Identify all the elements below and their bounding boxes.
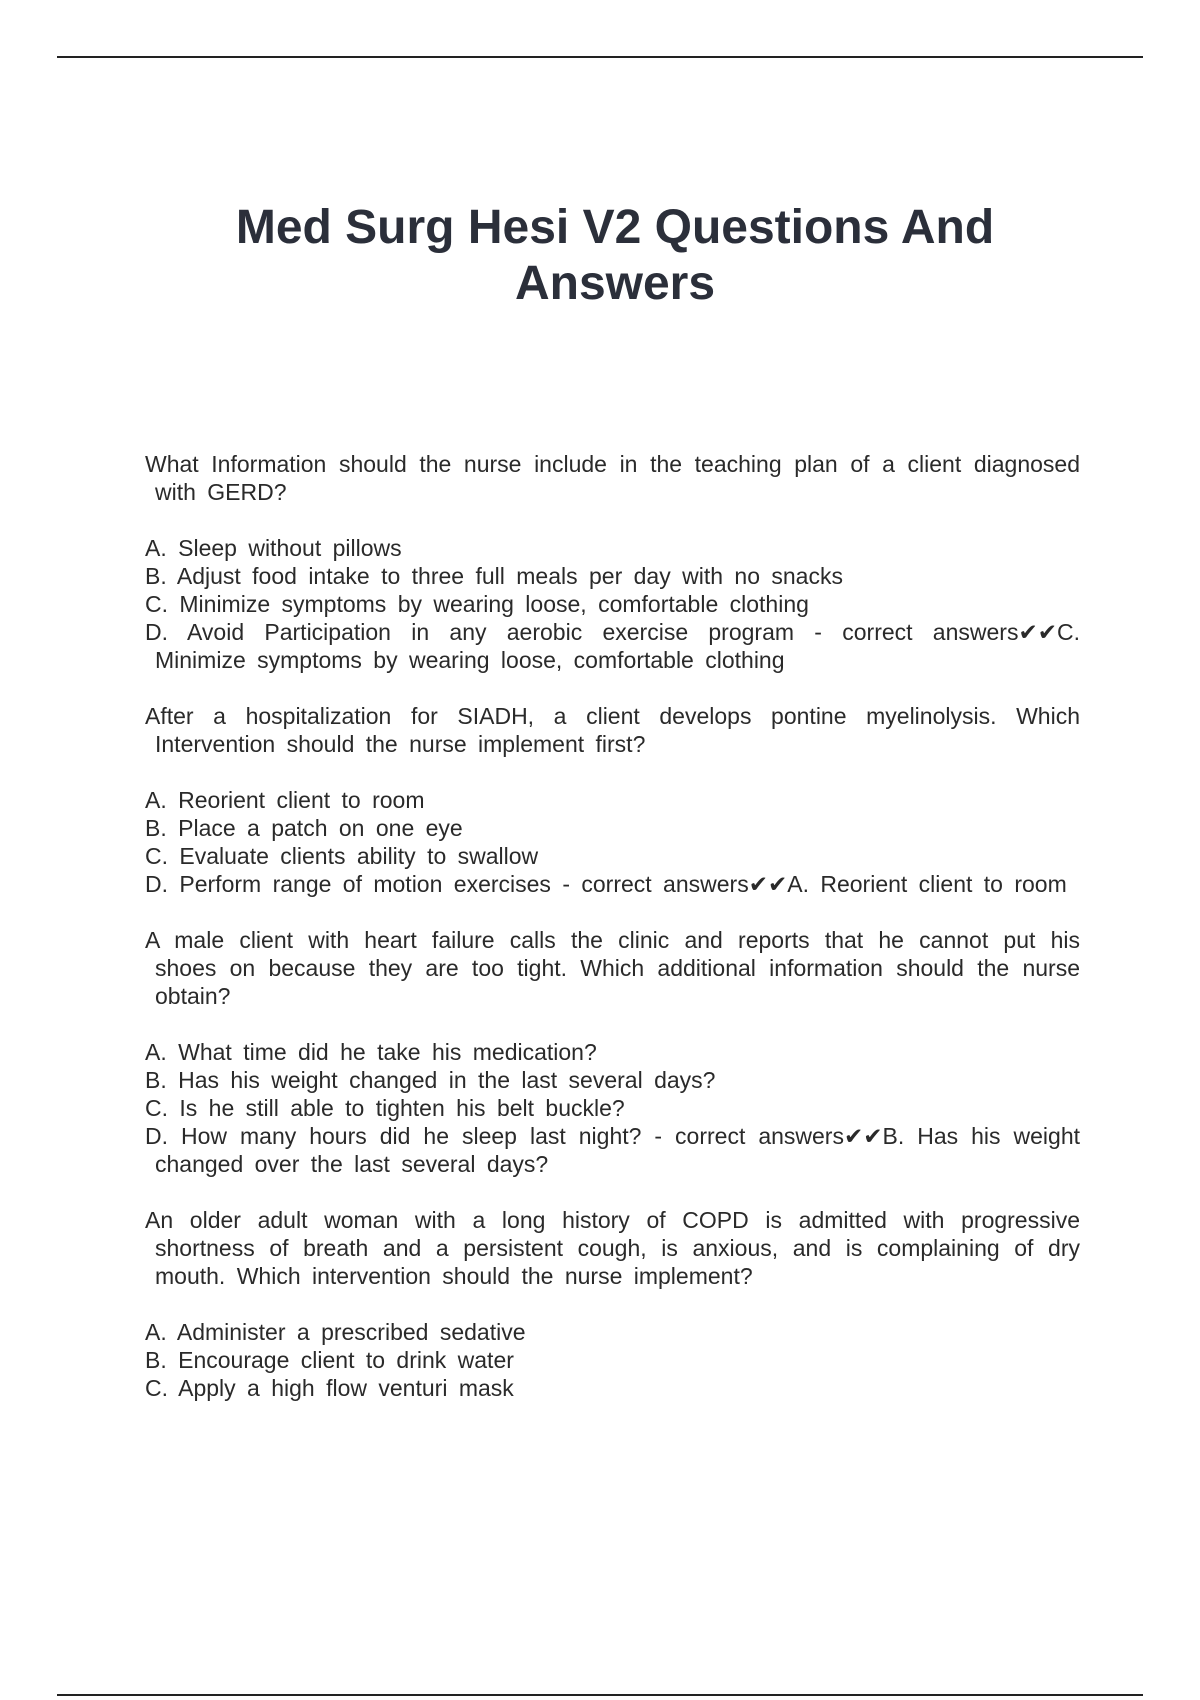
option-c: C. Minimize symptoms by wearing loose, comfortable clothing <box>145 591 809 617</box>
option-c: C. Apply a high flow venturi mask <box>145 1375 514 1401</box>
top-rule <box>57 56 1143 58</box>
option-a: A. Sleep without pillows <box>145 535 402 561</box>
bottom-rule <box>57 1694 1143 1696</box>
option-d-with-answer: D. How many hours did he sleep last night? - correct answers✔✔B. Has his weight changed over the last several days? <box>145 1123 1080 1177</box>
option-c: C. Is he still able to tighten his belt buckle? <box>145 1095 625 1121</box>
answer-options <box>145 786 1080 898</box>
answer-options <box>145 1318 1080 1402</box>
option-d-with-answer: D. Perform range of motion exercises - correct answers✔✔A. Reorient client to room <box>145 871 1067 897</box>
option-c: C. Evaluate clients ability to swallow <box>145 843 539 869</box>
question-3 <box>145 926 1080 1178</box>
option-b: B. Encourage client to drink water <box>145 1347 514 1373</box>
question-stem: What Information should the nurse include in the teaching plan of a client diagnosed with GERD? <box>145 451 1080 505</box>
document-body <box>145 450 1080 1430</box>
answer-options <box>145 534 1080 674</box>
question-1 <box>145 450 1080 674</box>
question-2 <box>145 702 1080 898</box>
option-b: B. Place a patch on one eye <box>145 815 463 841</box>
question-stem: An older adult woman with a long history of COPD is admitted with progressive shortness of breath and a persistent cough, is anxious, and is complaining of dry mouth. Which intervention should the nurse implement? <box>145 1207 1080 1289</box>
option-d-with-answer: D. Avoid Participation in any aerobic exercise program - correct answers✔✔C. Minimize symptoms by wearing loose, comfortable clothing <box>145 619 1080 673</box>
option-a: A. Administer a prescribed sedative <box>145 1319 526 1345</box>
option-b: B. Adjust food intake to three full meals per day with no snacks <box>145 563 843 589</box>
question-stem: After a hospitalization for SIADH, a client develops pontine myelinolysis. Which Intervention should the nurse implement first? <box>145 703 1080 757</box>
document-title: Med Surg Hesi V2 Questions And Answers <box>235 201 995 310</box>
option-a: A. Reorient client to room <box>145 787 425 813</box>
option-b: B. Has his weight changed in the last several days? <box>145 1067 716 1093</box>
option-a: A. What time did he take his medication? <box>145 1039 597 1065</box>
answer-options <box>145 1038 1080 1178</box>
question-stem: A male client with heart failure calls the clinic and reports that he cannot put his shoes on because they are too tight. Which additional information should the nurse obtain? <box>145 927 1080 1009</box>
question-4 <box>145 1206 1080 1402</box>
